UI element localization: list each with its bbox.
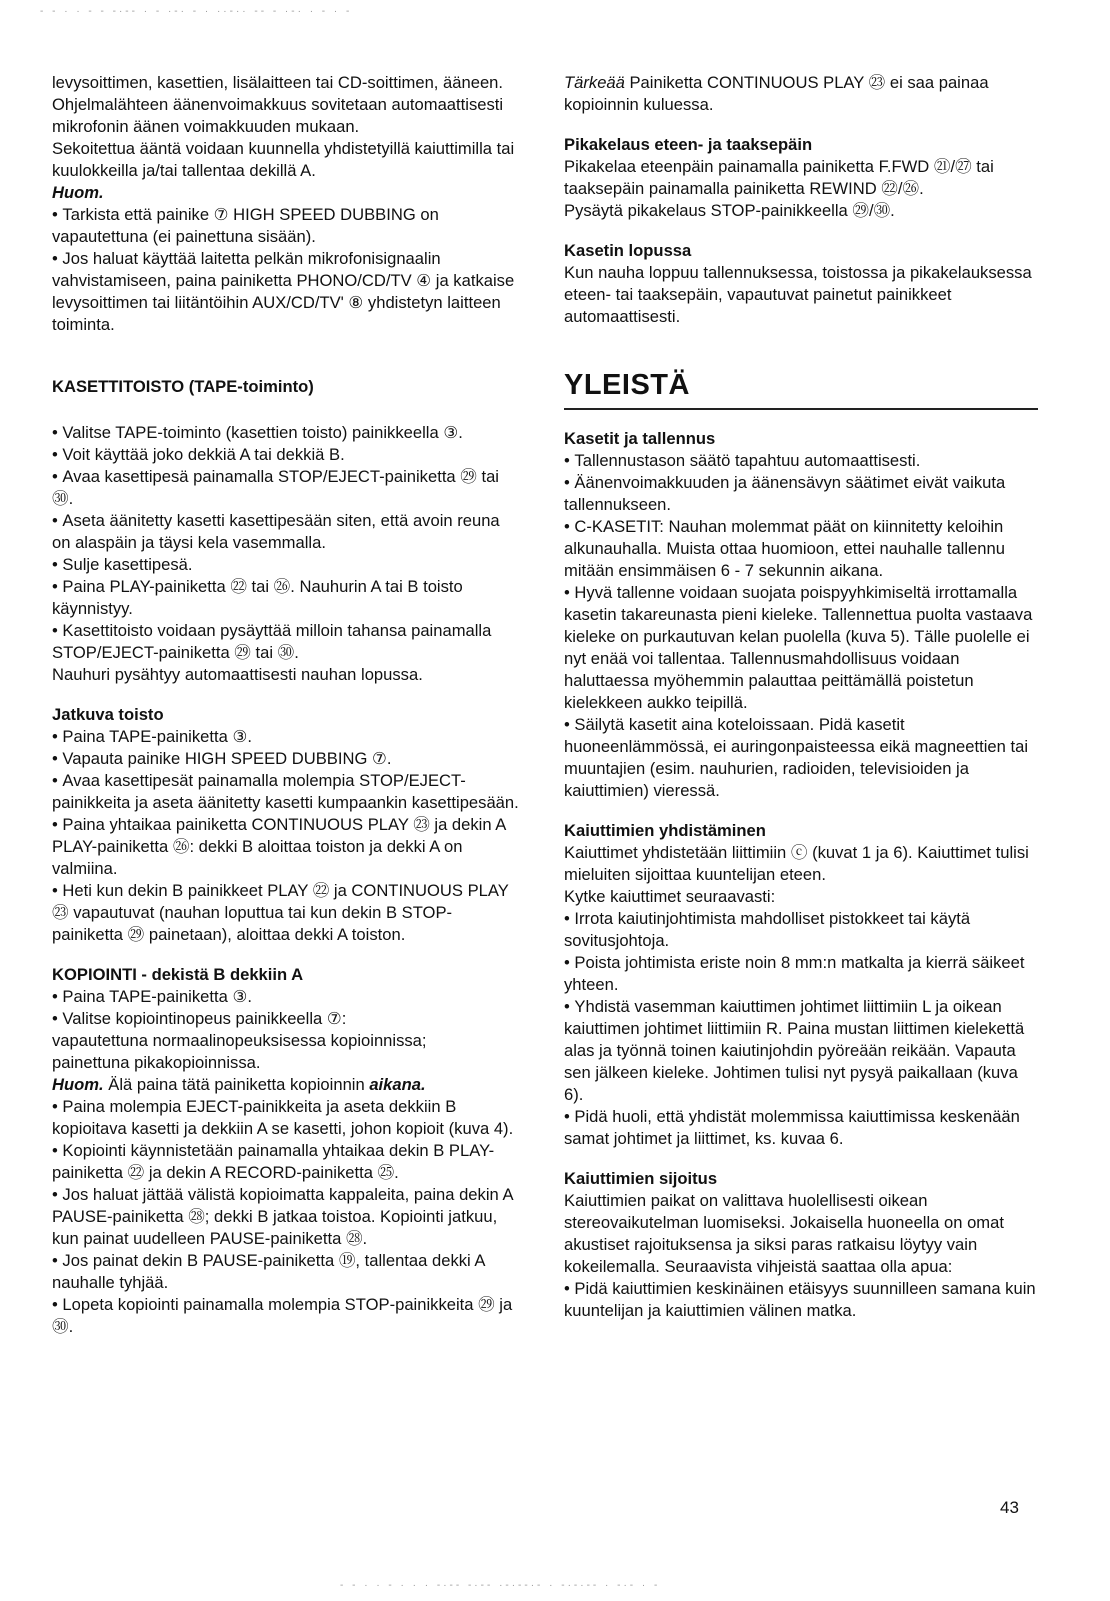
paragraph: Ohjelmalähteen äänenvoimakkuus sovitetaan automaattisesti mikrofonin äänen voimakkuuden mukaan. bbox=[52, 95, 504, 136]
paragraph: Nauhuri pysähtyy automaattisesti nauhan lopussa. bbox=[52, 665, 423, 684]
bullet-item: • Aseta äänitetty kasetti kasettipesään siten, että avoin reuna on alaspäin ja täysi kela vasemmalla. bbox=[52, 510, 522, 554]
bullet-item: • Paina molempia EJECT-painikkeita ja aseta dekkiin B kopioitava kasetti ja dekkiin A se kasetti, johon kopioit (kuva 4). bbox=[52, 1096, 522, 1140]
scan-artifact: - - · · - - -·-- · - ·-· - · ··-·· -- - ·-· · - · - bbox=[40, 6, 353, 17]
bullet-item: • Äänenvoimakkuuden ja äänensävyn säätimet eivät vaikuta tallennukseen. bbox=[564, 472, 1038, 516]
bullet-item: • Tallennustason säätö tapahtuu automaattisesti. bbox=[564, 450, 1038, 472]
paragraph: levysoittimen, kasettien, lisälaitteen tai CD-soittimen, ääneen. bbox=[52, 73, 504, 92]
bullet-item: • Tarkista että painike ⑦ HIGH SPEED DUBBING on vapautettuna (ei painettuna sisään). bbox=[52, 204, 522, 248]
section-heading-fastwind: Pikakelaus eteen- ja taaksepäin bbox=[564, 135, 813, 154]
section-heading-continuous: Jatkuva toisto bbox=[52, 705, 164, 724]
bullet-item: • Heti kun dekin B painikkeet PLAY ㉒ ja CONTINUOUS PLAY ㉓ vapautuvat (nauhan loputtua tai kun dekin B STOP-painiketta ㉙ painetaan), aloittaa dekki A toiston. bbox=[52, 880, 522, 946]
page-number: 43 bbox=[1000, 1498, 1019, 1517]
bullet-item: • Hyvä tallenne voidaan suojata poispyyhkimiseltä irrottamalla kasetin takareunasta pieni kieleke. Tallennettua puolta vastaava kieleke on purkautuvan kelan puolella (kuva 5). Tälle puolelle ei nyt enää voi tallentaa. Tallennusmahdollisuus voidaan haluttaessa myöhemmin palauttaa peittämällä poistetun kielekkeen aukko teipillä. bbox=[564, 582, 1038, 714]
bullet-item: • Vapauta painike HIGH SPEED DUBBING ⑦. bbox=[52, 748, 522, 770]
bullet-item: • Kasettitoisto voidaan pysäyttää milloin tahansa painamalla STOP/EJECT-painiketta ㉙ tai ㉚. bbox=[52, 620, 522, 664]
section-heading-speakers-placement: Kaiuttimien sijoitus bbox=[564, 1169, 718, 1188]
section-heading-cassettes: Kasetit ja tallennus bbox=[564, 429, 716, 448]
bullet-item: • Jos haluat jättää välistä kopioimatta kappaleita, paina dekin A PAUSE-painiketta ㉘; dekki B jatkaa toistoa. Kopiointi jatkuu, kun painat uudelleen PAUSE-painiketta ㉘. bbox=[52, 1184, 522, 1250]
bullet-item: • Paina PLAY-painiketta ㉒ tai ㉖. Nauhurin A tai B toisto käynnistyy. bbox=[52, 576, 522, 620]
bullet-item: • Kopiointi käynnistetään painamalla yhtaikaa dekin B PLAY-painiketta ㉒ ja dekin A RECORD-painiketta ㉕. bbox=[52, 1140, 522, 1184]
section-heading-copy: KOPIOINTI - dekistä B dekkiin A bbox=[52, 965, 304, 984]
paragraph: Kaiuttimien paikat on valittava huolellisesti oikean stereovaikutelman luomiseksi. Jokaisella huoneella on omat akustiset rajoituksensa ja siksi paras ratkaisu löytyy vain kokeilemalla. Seuraavista vihjeistä saattaa olla apua: bbox=[564, 1191, 1004, 1276]
bullet-item: • Yhdistä vasemman kaiuttimen johtimet liittimiin L ja oikean kaiuttimen johtimet liittimiin R. Paina mustan liittimen kielekettä alas ja työnnä toinen kaiutinjohdin pyöreään reikään. Vapauta sen jälkeen kieleke. Johtimen tulisi nyt pysyä paikallaan (kuva 6). bbox=[564, 996, 1038, 1106]
paragraph: Kun nauha loppuu tallennuksessa, toistossa ja pikakelauksessa eteen- tai taaksepäin, vapautuvat painetut painikkeet automaattisesti. bbox=[564, 263, 1032, 326]
paragraph: Pysäytä pikakelaus STOP-painikkeella ㉙/㉚. bbox=[564, 201, 895, 220]
scan-artifact: - - · · - · · · -·-- -·-- ·-·--·- · -·-·-- · -·- · - bbox=[340, 1580, 661, 1591]
bullet-item: • Paina TAPE-painiketta ③. bbox=[52, 726, 522, 748]
right-column bbox=[564, 72, 1038, 1322]
note-text: Älä paina tätä painiketta kopioinnin bbox=[108, 1075, 370, 1094]
important-label: Tärkeää bbox=[564, 73, 625, 92]
bullet-item: • Avaa kasettipesät painamalla molempia STOP/EJECT-painikkeita ja aseta äänitetty kasetti kumpaankin kasettipesään. bbox=[52, 770, 522, 814]
bullet-item: • Avaa kasettipesä painamalla STOP/EJECT-painiketta ㉙ tai ㉚. bbox=[52, 466, 522, 510]
section-heading-tape: KASETTITOISTO (TAPE-toiminto) bbox=[52, 377, 314, 396]
note-label: Huom. bbox=[52, 1075, 104, 1094]
bullet-item: • C-KASETIT: Nauhan molemmat päät on kiinnitetty keloihin alkunauhalla. Muista ottaa huomioon, ettei nauhalle tallennu mitään ensimmäisen 6 - 7 sekunnin aikana. bbox=[564, 516, 1038, 582]
note-label: Huom. bbox=[52, 183, 104, 202]
bullet-item: • Pidä kaiuttimien keskinäinen etäisyys suunnilleen samana kuin kuuntelijan ja kaiuttimien välinen matka. bbox=[564, 1278, 1038, 1322]
paragraph: Sekoitettua ääntä voidaan kuunnella yhdistetyillä kaiuttimilla tai kuulokkeilla ja/tai tallentaa dekillä A. bbox=[52, 139, 515, 180]
paragraph: Kaiuttimet yhdistetään liittimiin ⓒ (kuvat 1 ja 6). Kaiuttimet tulisi mieluiten sijoittaa kuuntelijan eteen. bbox=[564, 843, 1029, 884]
bullet-item: • Paina yhtaikaa painiketta CONTINUOUS PLAY ㉓ ja dekin A PLAY-painiketta ㉖: dekki B aloittaa toiston ja dekki A on valmiina. bbox=[52, 814, 522, 880]
bullet-item: • Paina TAPE-painiketta ③. bbox=[52, 986, 522, 1008]
bullet-item: • Pidä huoli, että yhdistät molemmissa kaiuttimissa keskenään samat johtimet ja liittimet, ks. kuvaa 6. bbox=[564, 1106, 1038, 1150]
section-title-general: YLEISTÄ bbox=[564, 369, 690, 401]
important-text: Painiketta CONTINUOUS PLAY ㉓ ei saa painaa kopioinnin kuluessa. bbox=[564, 73, 989, 114]
section-heading-speakers-connect: Kaiuttimien yhdistäminen bbox=[564, 821, 766, 840]
left-column bbox=[52, 72, 522, 1338]
bullet-item: • Säilytä kasetit aina koteloissaan. Pidä kasetit huoneenlämmössä, ei auringonpaisteessa eikä magneettien tai muuntajien (esim. nauhurien, radioiden, televisioiden ja kaiuttimien) vieressä. bbox=[564, 714, 1038, 802]
note-line bbox=[52, 1074, 522, 1096]
bullet-item: • Sulje kasettipesä. bbox=[52, 554, 522, 576]
bullet-item: • Jos painat dekin B PAUSE-painiketta ⑲, tallentaa dekki A nauhalle tyhjää. bbox=[52, 1250, 522, 1294]
divider bbox=[564, 408, 1038, 410]
bullet-item: • Valitse TAPE-toiminto (kasettien toisto) painikkeella ③. bbox=[52, 422, 522, 444]
section-heading-tape-end: Kasetin lopussa bbox=[564, 241, 692, 260]
paragraph: vapautettuna normaalinopeuksisessa kopioinnissa; bbox=[52, 1031, 427, 1050]
bullet-item: • Irrota kaiutinjohtimista mahdolliset pistokkeet tai käytä sovitusjohtoja. bbox=[564, 908, 1038, 952]
bullet-item: • Valitse kopiointinopeus painikkeella ⑦: bbox=[52, 1008, 522, 1030]
bullet-item: • Poista johtimista eriste noin 8 mm:n matkalta ja kierrä säikeet yhteen. bbox=[564, 952, 1038, 996]
bullet-item: • Voit käyttää joko dekkiä A tai dekkiä B. bbox=[52, 444, 522, 466]
note-emphasis: aikana. bbox=[369, 1075, 426, 1094]
bullet-item: • Jos haluat käyttää laitetta pelkän mikrofonisignaalin vahvistamiseen, paina painiketta PHONO/CD/TV ④ ja katkaise levysoittimen tai liitäntöihin AUX/CD/TV' ⑧ yhdistetyn laitteen toiminta. bbox=[52, 248, 522, 336]
bullet-item: • Lopeta kopiointi painamalla molempia STOP-painikkeita ㉙ ja ㉚. bbox=[52, 1294, 522, 1338]
paragraph: Pikakelaa eteenpäin painamalla painiketta F.FWD ㉑/㉗ tai taaksepäin painamalla painiketta REWIND ㉒/㉖. bbox=[564, 157, 994, 198]
important-note bbox=[564, 72, 1038, 116]
paragraph: Kytke kaiuttimet seuraavasti: bbox=[564, 887, 776, 906]
paragraph: painettuna pikakopioinnissa. bbox=[52, 1053, 261, 1072]
